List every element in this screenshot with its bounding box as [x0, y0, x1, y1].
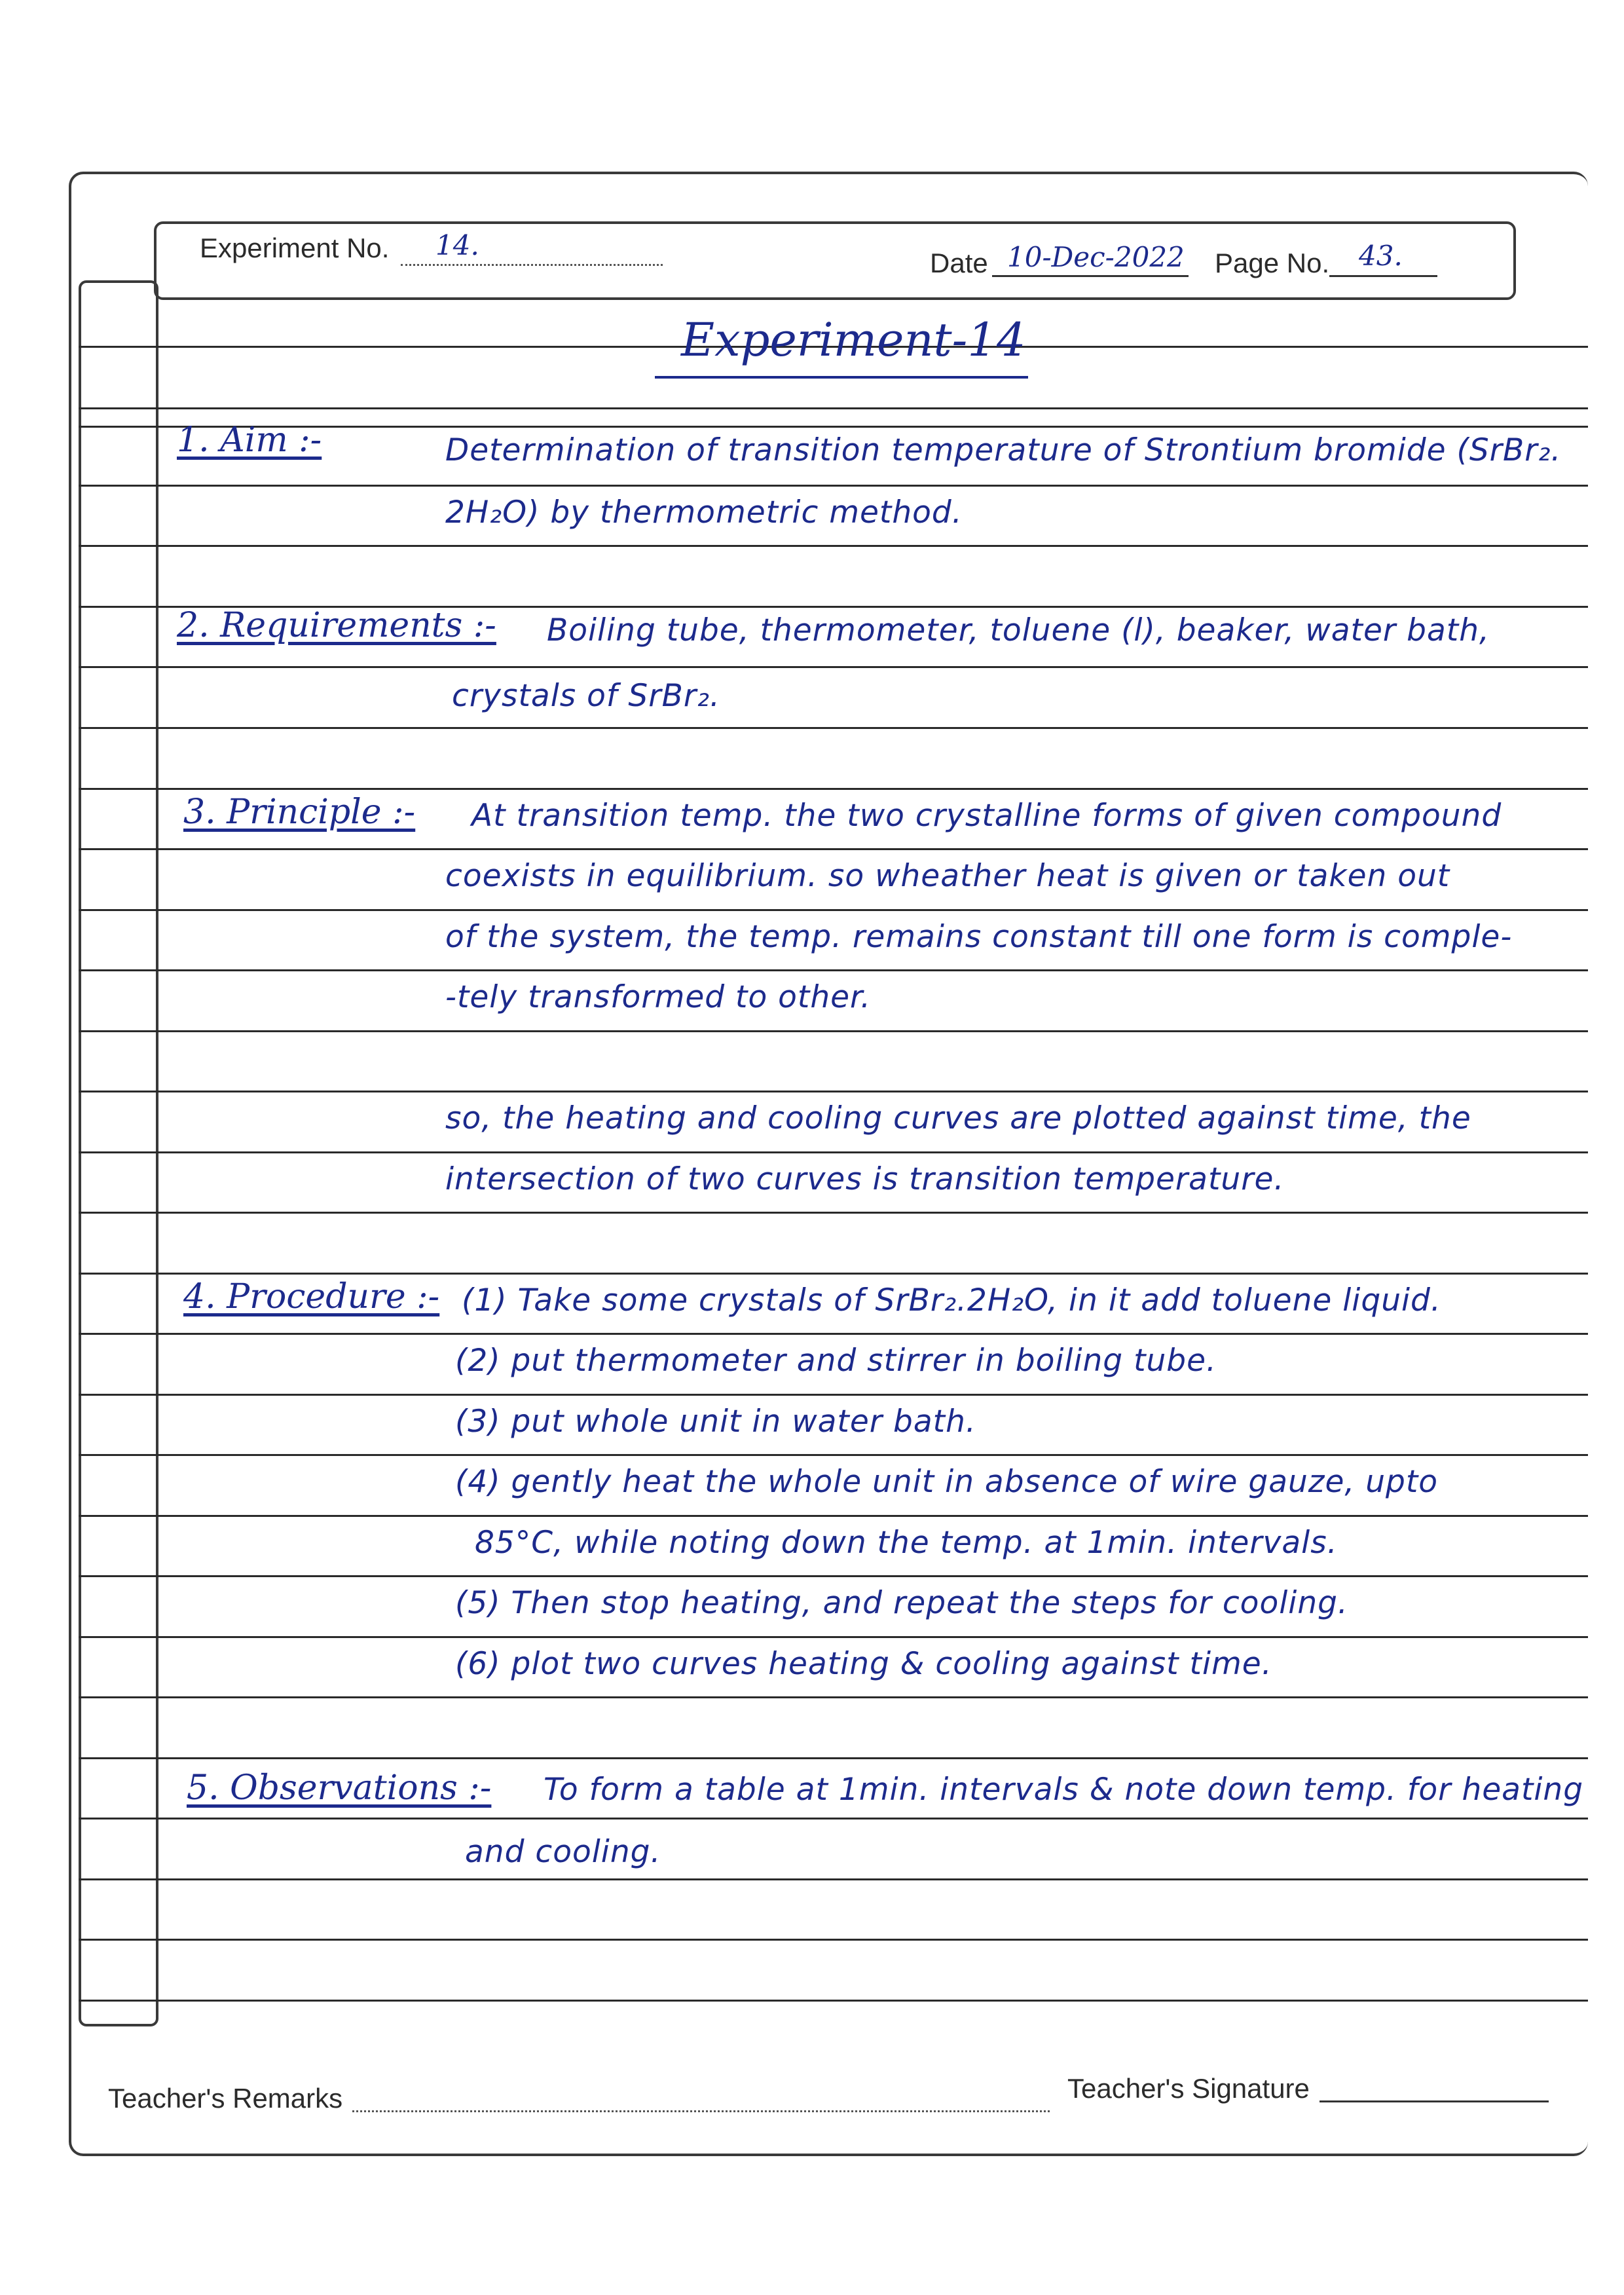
ruled-line: [79, 1575, 1588, 1577]
requirements-line-2: crystals of SrBr₂.: [452, 678, 720, 714]
experiment-no-value: 14.: [435, 229, 479, 261]
procedure-line-6: (5) Then stop heating, and repeat the steps for cooling.: [455, 1585, 1348, 1621]
ruled-line: [79, 666, 1588, 668]
date-label: Date: [930, 248, 988, 278]
ruled-line: [79, 1757, 1588, 1759]
procedure-line-5: 85°C, while noting down the temp. at 1min. intervals.: [475, 1525, 1338, 1561]
date-line: [992, 275, 1189, 277]
ruled-line: [79, 1878, 1588, 1880]
procedure-line-7: (6) plot two curves heating & cooling against time.: [455, 1646, 1272, 1682]
principle-line-4: -tely transformed to other.: [445, 979, 872, 1015]
ruled-line: [79, 407, 1588, 409]
margin-column: [79, 280, 158, 2026]
ruled-line: [79, 909, 1588, 911]
observations-line-1: To form a table at 1min. intervals & note down temp. for heating: [544, 1772, 1584, 1808]
teachers-remarks-line: [352, 2110, 1050, 2112]
ruled-line: [79, 1151, 1588, 1153]
teachers-signature-line: [1320, 2100, 1549, 2102]
procedure-heading: 4. Procedure :-: [183, 1277, 440, 1316]
principle-line-2: coexists in equilibrium. so wheather heat is given or taken out: [445, 858, 1450, 894]
ruled-line: [79, 2000, 1588, 2002]
requirements-line-1: Boiling tube, thermometer, toluene (l), beaker, water bath,: [547, 612, 1490, 648]
ruled-line: [79, 545, 1588, 547]
procedure-line-4: (4) gently heat the whole unit in absence of wire gauze, upto: [455, 1464, 1439, 1500]
ruled-line: [79, 1454, 1588, 1456]
ruled-line: [79, 1030, 1588, 1032]
date-value: 10-Dec-2022: [1007, 241, 1185, 273]
procedure-line-3: (3) put whole unit in water bath.: [455, 1404, 976, 1440]
teachers-signature-label: Teacher's Signature: [1067, 2073, 1310, 2104]
ruled-line: [79, 1273, 1588, 1275]
principle-line-5: so, the heating and cooling curves are plotted against time, the: [445, 1100, 1471, 1136]
requirements-heading: 2. Requirements :-: [177, 606, 496, 645]
ruled-line: [79, 1394, 1588, 1396]
teachers-remarks-label: Teacher's Remarks: [108, 2083, 343, 2114]
observations-line-2: and cooling.: [465, 1834, 661, 1870]
page-no-label: Page No.: [1215, 248, 1330, 278]
ruled-line: [79, 1212, 1588, 1214]
procedure-line-2: (2) put thermometer and stirrer in boiling tube.: [455, 1343, 1217, 1379]
page-no-value: 43.: [1359, 240, 1403, 272]
ruled-line: [79, 1333, 1588, 1335]
principle-heading: 3. Principle :-: [183, 793, 416, 832]
ruled-line: [79, 1939, 1588, 1941]
experiment-no-line: [401, 264, 663, 266]
observations-heading: 5. Observations :-: [187, 1768, 492, 1808]
aim-line-2: 2H₂O) by thermometric method.: [445, 494, 963, 531]
page-no-line: [1329, 275, 1437, 277]
principle-line-3: of the system, the temp. remains constant till one form is comple-: [445, 919, 1513, 955]
ruled-line: [79, 969, 1588, 971]
experiment-no-label: Experiment No.: [200, 233, 390, 263]
ruled-line: [79, 1515, 1588, 1517]
aim-line-1: Determination of transition temperature of Strontium bromide (SrBr₂.: [445, 432, 1562, 468]
procedure-line-1: (1) Take some crystals of SrBr₂.2H₂O, in it add toluene liquid.: [462, 1282, 1441, 1318]
ruled-line: [79, 1696, 1588, 1698]
ruled-line: [79, 1818, 1588, 1819]
ruled-line: [79, 1091, 1588, 1092]
principle-line-6: intersection of two curves is transition temperature.: [445, 1161, 1285, 1197]
ruled-line: [79, 1636, 1588, 1638]
ruled-line: [79, 788, 1588, 790]
ruled-line: [79, 727, 1588, 729]
ruled-line: [79, 485, 1588, 487]
principle-line-1: At transition temp. the two crystalline forms of given compound: [471, 798, 1502, 834]
aim-heading: 1. Aim :-: [177, 420, 322, 460]
page-title: Experiment-14: [681, 313, 1026, 367]
title-underline: [655, 376, 1028, 379]
ruled-line: [79, 848, 1588, 850]
